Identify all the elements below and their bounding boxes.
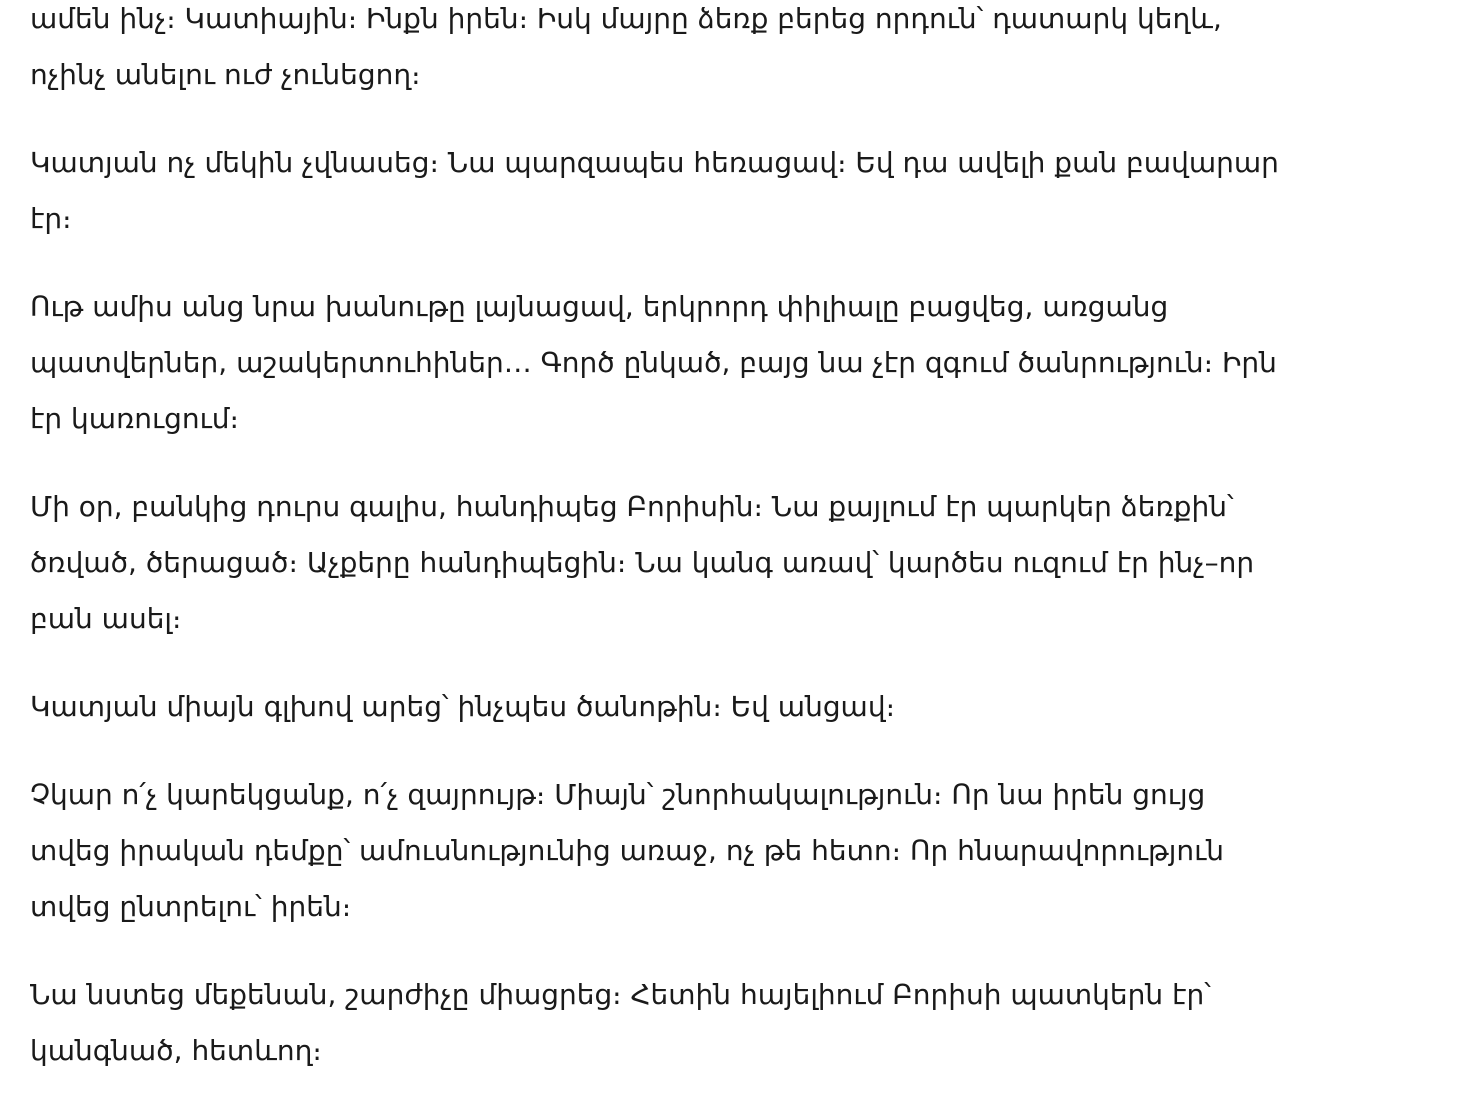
paragraph-line: Կատյան ոչ մեկին չվնասեց։ Նա պարզապես հեռացավ։ Եվ դա ավելի քան բավարար — [30, 146, 1279, 179]
paragraph-line: ծռված, ծերացած։ Աչքերը հանդիպեցին։ Նա կանգ առավ՝ կարծես ուզում էր ինչ–որ — [30, 546, 1255, 579]
paragraph-line: տվեց իրական դեմքը՝ ամուսնությունից առաջ, ոչ թե հետո։ Որ հնարավորություն — [30, 834, 1224, 867]
paragraph-line: ամեն ինչ։ Կատիային։ Ինքն իրեն։ Իսկ մայրը ձեռք բերեց որդուն՝ դատարկ կեղև, — [30, 2, 1222, 35]
paragraph-2 — [30, 135, 1320, 247]
paragraph-line: Ութ ամիս անց նրա խանութը լայնացավ, երկրորդ փիլիալը բացվեց, առցանց — [30, 290, 1169, 323]
paragraph-3 — [30, 279, 1320, 447]
paragraph-line: տվեց ընտրելու՝ իրեն։ — [30, 890, 352, 923]
paragraph-line: Նա նստեց մեքենան, շարժիչը միացրեց։ Հետին հայելիում Բորիսի պատկերն էր՝ — [30, 978, 1211, 1011]
paragraph-line: պատվերներ, աշակերտուհիներ… Գործ ընկած, բայց նա չէր զգում ծանրություն։ Իրն — [30, 346, 1277, 379]
paragraph-1 — [30, 0, 1320, 103]
paragraph-line: էր կառուցում։ — [30, 402, 239, 435]
paragraph-6 — [30, 767, 1320, 935]
paragraph-line: Չկար ո՛չ կարեկցանք, ո՛չ զայրույթ։ Միայն՝ շնորհակալություն։ Որ նա իրեն ցույց — [30, 778, 1206, 811]
document-body — [30, 0, 1320, 1111]
paragraph-line: էր։ — [30, 202, 72, 235]
paragraph-line: Մի օր, բանկից դուրս գալիս, հանդիպեց Բորիսին։ Նա քայլում էր պարկեր ձեռքին՝ — [30, 490, 1234, 523]
paragraph-line: Կատյան միայն գլխով արեց՝ ինչպես ծանոթին։ Եվ անցավ։ — [30, 690, 896, 723]
paragraph-line: ոչինչ անելու ուժ չունեցող։ — [30, 58, 421, 91]
paragraph-5 — [30, 679, 1320, 735]
paragraph-line: բան ասել։ — [30, 602, 182, 635]
paragraph-7 — [30, 967, 1320, 1079]
paragraph-line: կանգնած, հետևող։ — [30, 1034, 322, 1067]
paragraph-4 — [30, 479, 1320, 647]
